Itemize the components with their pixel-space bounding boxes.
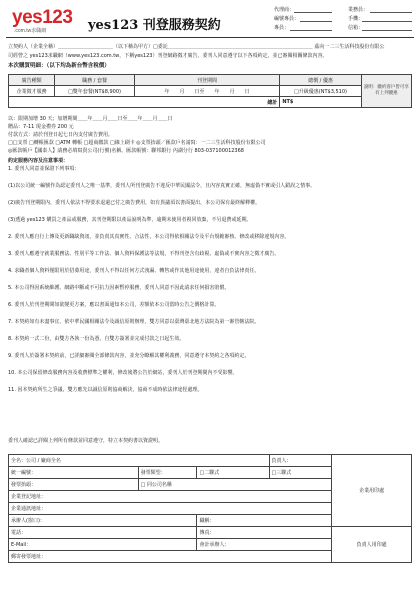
phone-line[interactable] <box>362 21 412 22</box>
intro-line-2: 司經營之 yes123求職網（www.yes123.com.tw，下稱yes123）刊登網路徵才廣告，委刊人同意遵守以下各項約定，並已審閱相關條款內容。 <box>8 53 328 59</box>
header-divider <box>6 37 414 38</box>
form-contact[interactable]: 承辦人(窗口)： <box>9 515 197 527</box>
form-tel[interactable]: 電話： <box>9 527 197 539</box>
contract-no-line[interactable] <box>300 21 332 22</box>
plan-cell-type: 企業徵才服務 <box>9 86 55 97</box>
sales-label: 業務員： <box>348 7 369 13</box>
terms-item: (3)透過 yes123 購買之產品或服務，其刊登期限以產品說明為準，逾期未使用者視同放棄，不另退費或延期。 <box>8 217 252 223</box>
payment-line-2: 贈品：7-11 現金禮券 200 元 <box>8 124 74 130</box>
form-company-name[interactable]: 全名：公司 / 廠商全名 <box>9 455 270 467</box>
logo-wordmark: yes123 <box>12 7 73 28</box>
terms-item: 9. 委刊人於簽署本契約前，已詳細審閱全部條款內容，並充分瞭解其權利義務，同意遵守本契約之各項約定。 <box>8 353 250 359</box>
payment-line-1: 以：限期加增 30 天；加增期間＿＿年＿＿月＿＿日至＿＿年＿＿月＿＿日 <box>8 116 173 122</box>
yes123-logo <box>12 8 82 34</box>
sales-line[interactable] <box>370 12 412 13</box>
agent-line[interactable] <box>294 12 332 13</box>
form-invoice-title[interactable]: 發票抬頭： <box>9 479 139 491</box>
terms-item: 11. 因本契約所生之爭議，雙方應先以誠信原則協商解決，協商不成時依法律途徑處理。 <box>8 387 203 393</box>
terms-closing: 委刊人確認已詳閱上列所有條款並同意遵守，特立本契約書以資證明。 <box>8 438 164 444</box>
terms-item: 10. 本公司保留修改服務內容及收費標準之權利，修改後將公告於網站，委刊人於刊登期間內不受影響。 <box>8 370 238 376</box>
document-title: yes123 刊登服務契約 <box>88 18 221 33</box>
plan-header-period: 刊登期間 <box>134 75 280 86</box>
purchase-heading: 本次購買明細：（以下均為新台幣含稅價） <box>8 63 110 69</box>
terms-item: 5. 本公司得因系統維護、網路中斷或不可抗力因素暫停服務，委刊人同意不因此請求任何損害賠償。 <box>8 285 230 291</box>
customer-info-form <box>8 454 412 563</box>
payment-bank-account: ◎匯款帳戶【國泰人】請務必填寫貴公司(行號)名稱、匯款帳號：聯邦銀行 內湖分行 803-037100012368 <box>8 148 244 154</box>
form-same-as-company[interactable]: □ 同公司名稱 <box>138 479 332 491</box>
company-stamp-box[interactable]: 企業用印處 <box>332 455 412 527</box>
terms-item: 7. 本契約如有未盡事宜，依中華民國相關法令及誠信原則辦理，雙方同意以臺灣臺北地方法院為第一審管轄法院。 <box>8 319 260 325</box>
form-boss[interactable]: 負責人： <box>269 455 332 467</box>
plan-cell-item[interactable]: □雙年套餐(NT$8,900) <box>55 86 135 97</box>
terms-item: 4. 求職者個人資料僅限用於招募用途，委刊人不得以任何方式洩漏、轉售或作其他用途使用，違者自負法律責任。 <box>8 268 260 274</box>
plan-header-price: 總價 / 優惠 <box>280 75 361 86</box>
form-email[interactable]: E-Mail： <box>9 539 197 551</box>
terms-item: (2)廣告刊登期限內，委刊人依法不得要求退還已付之廣告費用，如有異議須以書面提出，本公司保有最終解釋權。 <box>8 200 261 206</box>
plan-table <box>8 74 412 108</box>
form-accountant[interactable]: 會計承辦人： <box>197 539 332 551</box>
terms-heading: 約定服務內容及注意事項： <box>8 158 69 164</box>
terms-item: 6. 委刊人於刊登期間如欲變更方案，應以書面通知本公司，差額依本公司當時公告之價格計算。 <box>8 302 220 308</box>
form-invoice-opt3[interactable]: □三聯式 <box>269 467 332 479</box>
form-mail-address[interactable]: 企業通訊地址： <box>9 503 332 515</box>
form-fax[interactable]: 傳真： <box>197 527 332 539</box>
phone-label: 手機： <box>348 16 364 22</box>
form-invoice-type: 發票類型： <box>138 467 197 479</box>
terms-item: 1. 委刊人同意並保證下列事項： <box>8 166 80 172</box>
contract-no-label: 編號專員： <box>274 16 300 22</box>
logo-subtitle: .com.tw求職網 <box>14 28 47 34</box>
plan-cell-price[interactable]: □升級優惠(NT$3,510) <box>280 86 361 97</box>
form-invoice-address[interactable]: 郵寄發票地址： <box>9 551 332 563</box>
terms-item: 2. 委刊人應自行上傳及更新職缺資訊，並負責其真實性、合法性，本公司得依相關法令及平台規範審核、修改或移除違規內容。 <box>8 234 290 240</box>
email-label: 信箱： <box>348 25 364 31</box>
plan-total-label: 總計 <box>9 97 280 108</box>
payment-methods[interactable]: □□支票 □轉帳匯款 □ATM 轉帳 □超商繳款 □線上刷卡 ◎支票抬頭／匯款戶名請寫：一二三生活科技股份有限公司 <box>8 140 266 146</box>
terms-item: 8. 本契約一式二份，由雙方各執一份為憑，自雙方簽署並完成付款之日起生效。 <box>8 336 185 342</box>
plan-cell-period[interactable]: 年 月 日至 年 月 日 <box>134 86 280 97</box>
plan-side-note: 說明：繳約客戶皆可享有上列優惠 <box>361 75 411 108</box>
agent-label: 代理商： <box>274 7 295 13</box>
plan-header-type: 廣告種類 <box>9 75 55 86</box>
intro-line-1: 立契約人（企業全稱）＿＿＿＿＿＿＿＿＿＿＿（以下稱為甲方）□委託＿＿＿＿＿＿＿＿＿＿＿＿＿＿＿＿＿＿＿＿＿＿＿＿＿＿＿＿＿ 茲向一二三生活科技股份有限公 <box>8 44 385 50</box>
boss-stamp-box[interactable]: 負責人用印處 <box>332 527 412 563</box>
terms-item: 3. 委刊人應遵守就業服務法、性別平等工作法、個人資料保護法等法規，不得刊登含有歧視、虛偽或不實內容之徵才廣告。 <box>8 251 280 257</box>
form-invoice-opt2[interactable]: □二聯式 <box>197 467 269 479</box>
form-tax-id[interactable]: 統一編號： <box>9 467 139 479</box>
manager-label: 專員： <box>274 25 290 31</box>
payment-line-3: 付款方式：請於刊登日起七日內支付廣告費用。 <box>8 132 114 138</box>
form-reg-address[interactable]: 企業登記地址： <box>9 491 332 503</box>
email-line[interactable] <box>362 30 412 31</box>
plan-header-item: 職務 / 套餐 <box>55 75 135 86</box>
terms-item: (1)以公司統一編號作為認定委刊人之唯一基準，委刊人所刊登廣告不違反中華民國法令，且內容真實正確，無虛偽不實或引人錯誤之情事。 <box>8 183 316 189</box>
plan-total-value[interactable]: NT$ <box>280 97 361 108</box>
terms-list <box>8 166 412 404</box>
form-title[interactable]: 職稱： <box>197 515 332 527</box>
manager-line[interactable] <box>290 30 332 31</box>
